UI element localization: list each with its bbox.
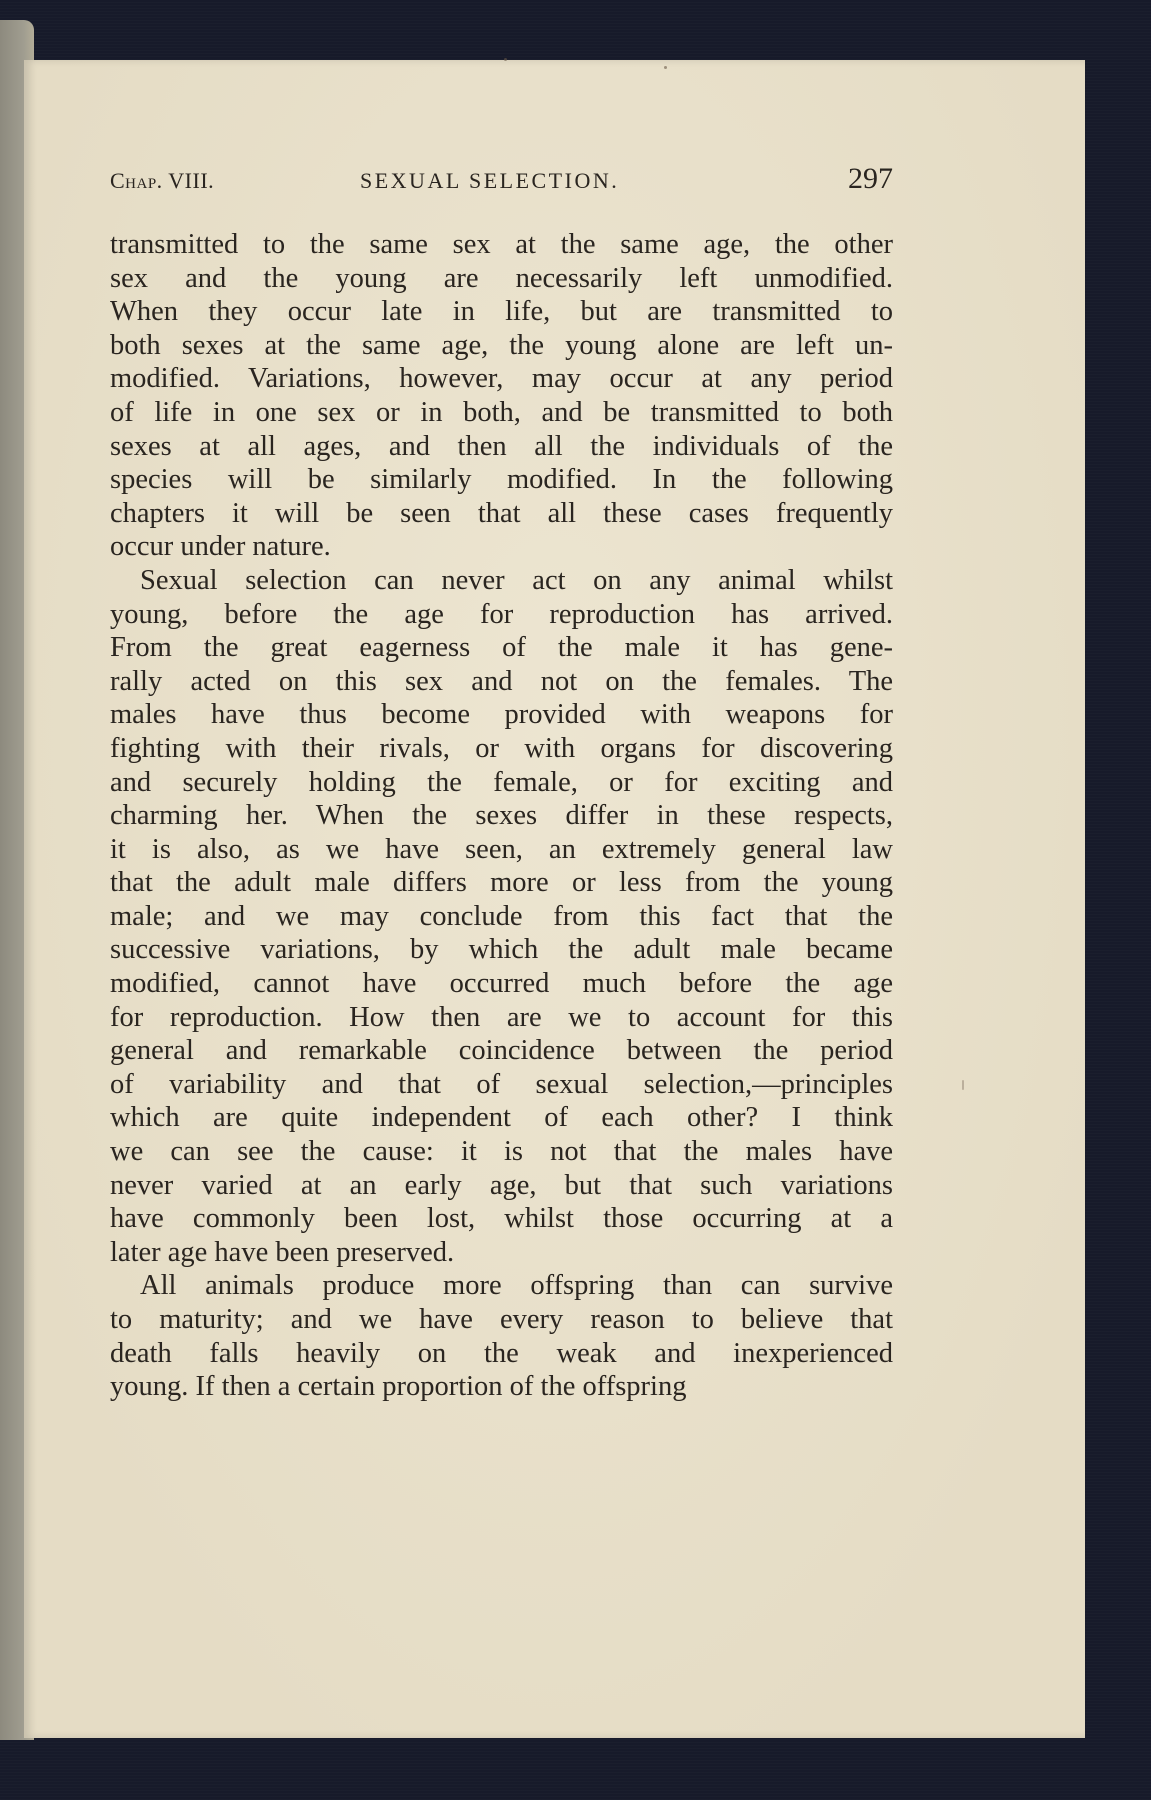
text-line: species will be similarly modified. In the following <box>110 464 893 496</box>
paper-mark <box>962 1080 964 1090</box>
running-header <box>110 162 893 198</box>
text-line: we can see the cause: it is not that the males have <box>110 1136 893 1168</box>
text-line: All animals produce more offspring than can survive <box>140 1270 893 1302</box>
text-line: both sexes at the same age, the young alone are left un- <box>110 329 893 361</box>
text-line: sexes at all ages, and then all the individuals of the <box>110 430 893 462</box>
text-line: transmitted to the same sex at the same age, the other <box>110 229 893 260</box>
text-line: From the great eagerness of the male it has gene- <box>110 632 893 664</box>
text-line: for reproduction. How then are we to account for this <box>110 1001 893 1033</box>
paragraph <box>110 1269 893 1403</box>
text-line: that the adult male differs more or less from the young <box>110 867 893 899</box>
text-line: and securely holding the female, or for exciting and <box>110 766 893 798</box>
text-line: When they occur late in life, but are transmitted to <box>110 296 893 328</box>
text-line: which are quite independent of each other? I think <box>110 1102 893 1134</box>
text-line: death falls heavily on the weak and inexperienced <box>110 1337 893 1369</box>
text-line: Sexual selection can never act on any animal whilst <box>140 564 893 596</box>
page-number: 297 <box>848 162 893 195</box>
text-line: successive variations, by which the adult male became <box>110 934 893 966</box>
chapter-label: Chap. VIII. <box>110 168 215 193</box>
running-title: SEXUAL SELECTION. <box>360 168 620 193</box>
text-line: of life in one sex or in both, and be transmitted to both <box>110 396 893 428</box>
text-line: it is also, as we have seen, an extremely general law <box>110 833 893 865</box>
text-line: males have thus become provided with weapons for <box>110 699 893 731</box>
text-line: occur under nature. <box>110 531 331 563</box>
text-line: to maturity; and we have every reason to believe that <box>110 1304 893 1335</box>
paragraph <box>110 228 893 564</box>
text-line: young. If then a certain proportion of the offspring <box>110 1371 687 1403</box>
text-line: chapters it will be seen that all these cases frequently <box>110 497 893 529</box>
text-line: later age have been preserved. <box>110 1236 455 1268</box>
text-line: modified, cannot have occurred much before the age <box>110 968 893 1000</box>
text-line: rally acted on this sex and not on the females. The <box>110 665 893 697</box>
text-line: fighting with their rivals, or with organs for discovering <box>110 732 893 764</box>
text-line: young, before the age for reproduction has arrived. <box>110 598 893 630</box>
body-text <box>110 228 893 1404</box>
paragraph <box>110 564 893 1269</box>
text-line: modified. Variations, however, may occur at any period <box>110 363 893 395</box>
paper-speck <box>504 58 507 61</box>
text-line: charming her. When the sexes differ in these respects, <box>110 800 893 832</box>
text-line: never varied at an early age, but that such variations <box>110 1169 893 1201</box>
text-line: sex and the young are necessarily left unmodified. <box>110 262 893 294</box>
paper-speck <box>664 66 667 69</box>
text-line: of variability and that of sexual selection,—principles <box>110 1068 893 1100</box>
text-line: general and remarkable coincidence between the period <box>110 1035 893 1067</box>
text-line: have commonly been lost, whilst those occurring at a <box>110 1203 893 1235</box>
text-line: male; and we may conclude from this fact that the <box>110 900 893 932</box>
